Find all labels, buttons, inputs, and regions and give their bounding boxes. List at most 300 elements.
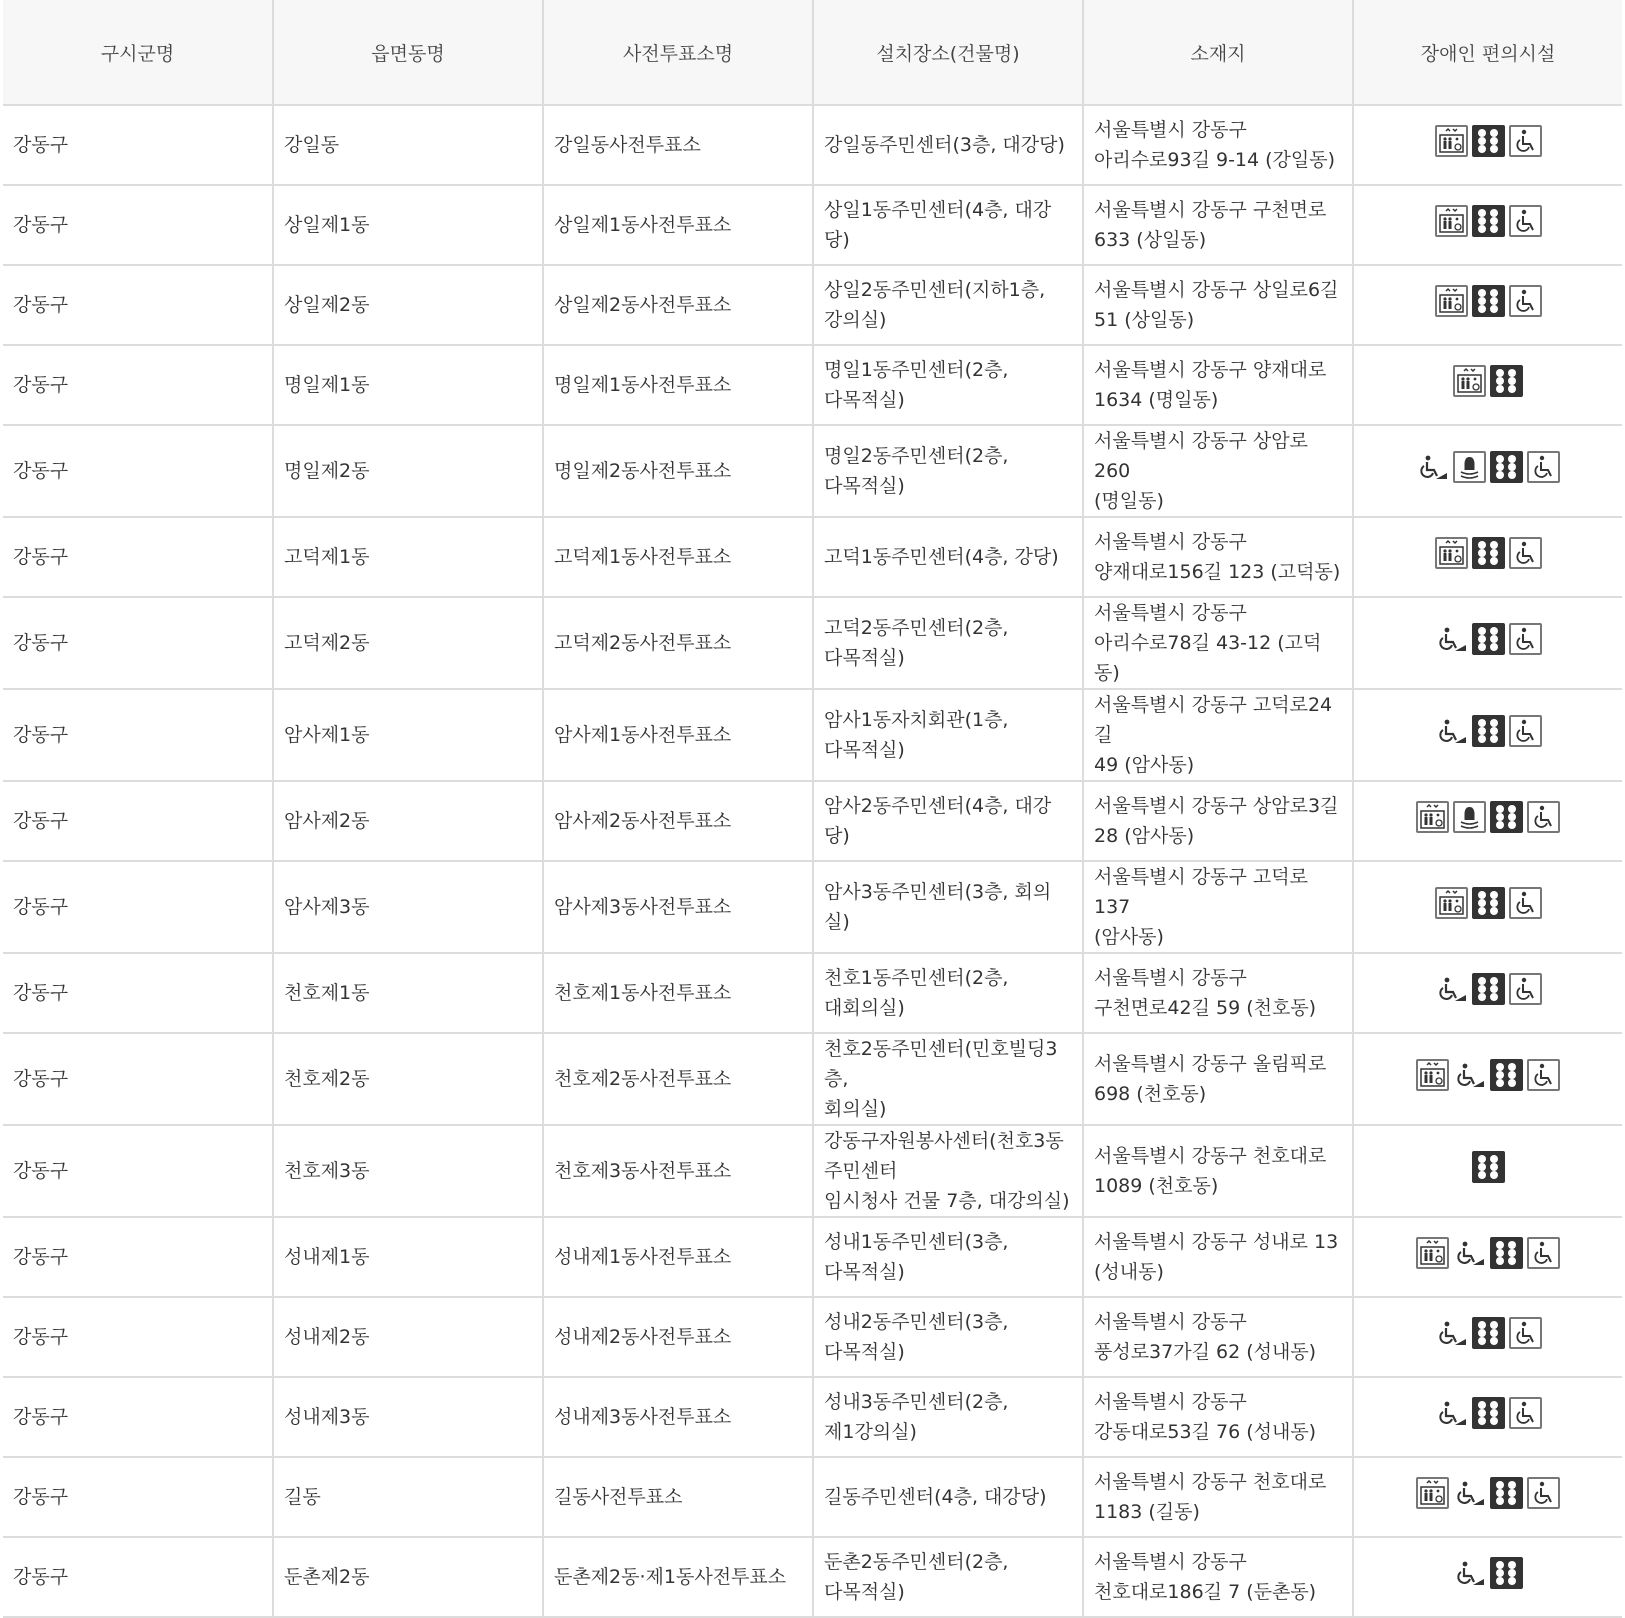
place-line-2: 다목적실): [824, 475, 905, 497]
header-dong: 읍면동명: [273, 0, 543, 105]
place-line-1: 고덕2동주민센터(2층,: [824, 617, 1009, 639]
address-line-2: (성내동): [1094, 1261, 1164, 1283]
address-line-2: 49 (암사동): [1094, 754, 1195, 776]
ramp-icon: [1453, 1059, 1486, 1091]
cell-station: [543, 1537, 813, 1617]
ramp-icon: [1453, 1237, 1486, 1269]
cell-station: [543, 1217, 813, 1297]
braille-icon: [1472, 715, 1505, 747]
address-line-2: 풍성로37가길 62 (성내동): [1094, 1341, 1317, 1363]
station-text: 강일동사전투표소: [554, 134, 701, 156]
elevator-icon: [1435, 887, 1468, 919]
station-text: 명일제1동사전투표소: [554, 374, 732, 396]
cell-facilities: [1353, 185, 1622, 265]
dong-text: 고덕제2동: [284, 632, 370, 654]
place-line-1: 둔촌2동주민센터(2층,: [824, 1551, 1009, 1573]
table-row: [3, 781, 1622, 861]
table-row: [3, 1377, 1622, 1457]
station-text: 천호제3동사전투표소: [554, 1160, 732, 1182]
cell-district: [3, 861, 273, 953]
address-line-1: 서울특별시 강동구 구천면로: [1094, 199, 1327, 221]
dong-text: 상일제1동: [284, 214, 370, 236]
address-line-1: 서울특별시 강동구: [1094, 1391, 1247, 1413]
table-body: [3, 105, 1622, 1617]
place-line-2: 회의실): [824, 1098, 887, 1120]
table-row: [3, 517, 1622, 597]
cell-station: [543, 105, 813, 185]
cell-dong: [273, 597, 543, 689]
cell-station: [543, 265, 813, 345]
district-text: 강동구: [13, 1326, 69, 1348]
table-row: [3, 185, 1622, 265]
braille-icon: [1472, 205, 1505, 237]
station-text: 상일제2동사전투표소: [554, 294, 732, 316]
cell-dong: [273, 781, 543, 861]
cell-dong: [273, 1125, 543, 1217]
cell-place: [813, 185, 1083, 265]
place-line-1: 암사2동주민센터(4층, 대강당): [824, 795, 1052, 847]
wheelchair-icon: [1509, 623, 1542, 655]
cell-address: [1083, 1537, 1353, 1617]
table-row: [3, 425, 1622, 517]
facility-icons: [1435, 887, 1542, 919]
header-district: 구시군명: [3, 0, 273, 105]
address-line-1: 서울특별시 강동구 고덕로 137: [1094, 866, 1308, 918]
table-row: [3, 265, 1622, 345]
cell-address: [1083, 597, 1353, 689]
header-station: 사전투표소명: [543, 0, 813, 105]
facility-icons: [1453, 365, 1523, 397]
district-text: 강동구: [13, 896, 69, 918]
wheelchair-icon: [1527, 801, 1560, 833]
table-row: [3, 1033, 1622, 1125]
cell-place: [813, 1217, 1083, 1297]
cell-dong: [273, 953, 543, 1033]
dong-text: 길동: [284, 1486, 321, 1508]
facility-icons: [1472, 1151, 1505, 1183]
cell-place: [813, 781, 1083, 861]
ramp-icon: [1453, 1557, 1486, 1589]
cell-facilities: [1353, 1377, 1622, 1457]
elevator-icon: [1435, 537, 1468, 569]
place-line-2: 다목적실): [824, 739, 905, 761]
wheelchair-icon: [1527, 451, 1560, 483]
district-text: 강동구: [13, 982, 69, 1004]
district-text: 강동구: [13, 1406, 69, 1428]
braille-icon: [1490, 1557, 1523, 1589]
elevator-icon: [1435, 285, 1468, 317]
braille-icon: [1472, 623, 1505, 655]
cell-place: [813, 1537, 1083, 1617]
facility-icons: [1435, 285, 1542, 317]
address-line-1: 서울특별시 강동구 상일로6길: [1094, 279, 1339, 301]
cell-dong: [273, 1537, 543, 1617]
place-line-2: 대회의실): [824, 997, 905, 1019]
cell-district: [3, 1457, 273, 1537]
place-line-1: 천호1동주민센터(2층,: [824, 967, 1009, 989]
cell-address: [1083, 425, 1353, 517]
address-line-1: 서울특별시 강동구 천호대로: [1094, 1145, 1327, 1167]
cell-station: [543, 345, 813, 425]
cell-station: [543, 861, 813, 953]
station-text: 천호제2동사전투표소: [554, 1068, 732, 1090]
place-line-1: 상일1동주민센터(4층, 대강당): [824, 199, 1052, 251]
station-text: 성내제1동사전투표소: [554, 1246, 732, 1268]
wheelchair-icon: [1527, 1477, 1560, 1509]
station-text: 성내제2동사전투표소: [554, 1326, 732, 1348]
place-line-2: 다목적실): [824, 1261, 905, 1283]
district-text: 강동구: [13, 1486, 69, 1508]
address-line-2: 1634 (명일동): [1094, 389, 1219, 411]
place-line-1: 길동주민센터(4층, 대강당): [824, 1486, 1047, 1508]
dong-text: 성내제3동: [284, 1406, 370, 1428]
cell-facilities: [1353, 517, 1622, 597]
elevator-icon: [1416, 1059, 1449, 1091]
cell-station: [543, 425, 813, 517]
braille-icon: [1490, 365, 1523, 397]
cell-station: [543, 1297, 813, 1377]
table-row: [3, 1537, 1622, 1617]
cell-place: [813, 105, 1083, 185]
cell-dong: [273, 1217, 543, 1297]
ramp-icon: [1435, 623, 1468, 655]
bell-icon: [1453, 451, 1486, 483]
dong-text: 암사제2동: [284, 810, 370, 832]
cell-district: [3, 105, 273, 185]
wheelchair-icon: [1509, 125, 1542, 157]
facility-icons: [1435, 537, 1542, 569]
cell-district: [3, 1125, 273, 1217]
district-text: 강동구: [13, 374, 69, 396]
place-line-2: 다목적실): [824, 389, 905, 411]
cell-address: [1083, 689, 1353, 781]
cell-facilities: [1353, 265, 1622, 345]
table-row: [3, 689, 1622, 781]
facility-icons: [1435, 623, 1542, 655]
address-line-1: 서울특별시 강동구 상암로3길: [1094, 795, 1339, 817]
wheelchair-icon: [1509, 973, 1542, 1005]
table-row: [3, 597, 1622, 689]
station-text: 암사제2동사전투표소: [554, 810, 732, 832]
district-text: 강동구: [13, 214, 69, 236]
dong-text: 상일제2동: [284, 294, 370, 316]
cell-facilities: [1353, 689, 1622, 781]
table-row: [3, 861, 1622, 953]
wheelchair-icon: [1509, 887, 1542, 919]
cell-facilities: [1353, 953, 1622, 1033]
cell-address: [1083, 265, 1353, 345]
address-line-1: 서울특별시 강동구: [1094, 1311, 1247, 1333]
braille-icon: [1472, 1317, 1505, 1349]
header-address: 소재지: [1083, 0, 1353, 105]
dong-text: 둔촌제2동: [284, 1566, 370, 1588]
cell-facilities: [1353, 105, 1622, 185]
cell-address: [1083, 105, 1353, 185]
cell-district: [3, 265, 273, 345]
wheelchair-icon: [1509, 537, 1542, 569]
elevator-icon: [1416, 1237, 1449, 1269]
address-line-1: 서울특별시 강동구 양재대로: [1094, 359, 1327, 381]
address-line-1: 서울특별시 강동구: [1094, 602, 1247, 624]
table-row: [3, 1217, 1622, 1297]
cell-district: [3, 425, 273, 517]
ramp-icon: [1435, 715, 1468, 747]
cell-place: [813, 1377, 1083, 1457]
address-line-1: 서울특별시 강동구 올림픽로: [1094, 1053, 1327, 1075]
address-line-1: 서울특별시 강동구 성내로 13: [1094, 1231, 1339, 1253]
address-line-2: (명일동): [1094, 490, 1164, 512]
table-row: [3, 1457, 1622, 1537]
place-line-1: 암사3동주민센터(3층, 회의실): [824, 881, 1052, 933]
facility-icons: [1435, 1317, 1542, 1349]
cell-district: [3, 781, 273, 861]
district-text: 강동구: [13, 632, 69, 654]
cell-facilities: [1353, 597, 1622, 689]
district-text: 강동구: [13, 1246, 69, 1268]
address-line-2: 1183 (길동): [1094, 1501, 1200, 1523]
cell-address: [1083, 185, 1353, 265]
cell-place: [813, 1125, 1083, 1217]
address-line-2: 천호대로186길 7 (둔촌동): [1094, 1581, 1317, 1603]
table-header-row: [3, 0, 1622, 105]
district-text: 강동구: [13, 810, 69, 832]
braille-icon: [1472, 285, 1505, 317]
braille-icon: [1490, 451, 1523, 483]
cell-address: [1083, 1377, 1353, 1457]
braille-icon: [1472, 125, 1505, 157]
dong-text: 천호제3동: [284, 1160, 370, 1182]
cell-district: [3, 1217, 273, 1297]
cell-dong: [273, 517, 543, 597]
district-text: 강동구: [13, 460, 69, 482]
cell-station: [543, 781, 813, 861]
facility-icons: [1435, 715, 1542, 747]
ramp-icon: [1435, 1317, 1468, 1349]
address-line-2: (암사동): [1094, 926, 1164, 948]
table-row: [3, 1297, 1622, 1377]
station-text: 암사제1동사전투표소: [554, 724, 732, 746]
place-line-1: 성내2동주민센터(3층,: [824, 1311, 1009, 1333]
address-line-1: 서울특별시 강동구 상암로 260: [1094, 430, 1308, 482]
dong-text: 명일제2동: [284, 460, 370, 482]
cell-place: [813, 1033, 1083, 1125]
place-line-1: 강동구자원봉사센터(천호3동주민센터: [824, 1130, 1064, 1182]
place-line-1: 암사1동자치회관(1층,: [824, 709, 1009, 731]
braille-icon: [1472, 1151, 1505, 1183]
dong-text: 성내제2동: [284, 1326, 370, 1348]
cell-station: [543, 185, 813, 265]
cell-address: [1083, 1457, 1353, 1537]
dong-text: 명일제1동: [284, 374, 370, 396]
facility-icons: [1435, 973, 1542, 1005]
header-place: 설치장소(건물명): [813, 0, 1083, 105]
cell-facilities: [1353, 1457, 1622, 1537]
cell-place: [813, 265, 1083, 345]
facility-icons: [1453, 1557, 1523, 1589]
cell-dong: [273, 1033, 543, 1125]
address-line-2: 양재대로156길 123 (고덕동): [1094, 561, 1341, 583]
wheelchair-icon: [1509, 1397, 1542, 1429]
table-row: [3, 105, 1622, 185]
cell-place: [813, 689, 1083, 781]
cell-facilities: [1353, 1537, 1622, 1617]
address-line-1: 서울특별시 강동구 천호대로: [1094, 1471, 1327, 1493]
cell-dong: [273, 425, 543, 517]
cell-district: [3, 517, 273, 597]
facility-icons: [1435, 125, 1542, 157]
facility-icons: [1416, 1059, 1560, 1091]
cell-district: [3, 345, 273, 425]
ramp-icon: [1453, 1477, 1486, 1509]
facility-icons: [1416, 1477, 1560, 1509]
station-text: 고덕제2동사전투표소: [554, 632, 732, 654]
cell-address: [1083, 1033, 1353, 1125]
station-text: 천호제1동사전투표소: [554, 982, 732, 1004]
cell-address: [1083, 1217, 1353, 1297]
wheelchair-icon: [1527, 1237, 1560, 1269]
cell-facilities: [1353, 1125, 1622, 1217]
cell-dong: [273, 689, 543, 781]
place-line-1: 고덕1동주민센터(4층, 강당): [824, 546, 1059, 568]
braille-icon: [1490, 1237, 1523, 1269]
district-text: 강동구: [13, 546, 69, 568]
cell-station: [543, 1377, 813, 1457]
place-line-1: 성내3동주민센터(2층,: [824, 1391, 1009, 1413]
dong-text: 천호제1동: [284, 982, 370, 1004]
address-line-2: 아리수로93길 9-14 (강일동): [1094, 149, 1336, 171]
place-line-1: 상일2동주민센터(지하1층,: [824, 279, 1046, 301]
cell-place: [813, 517, 1083, 597]
cell-station: [543, 689, 813, 781]
cell-facilities: [1353, 861, 1622, 953]
braille-icon: [1472, 1397, 1505, 1429]
wheelchair-icon: [1509, 285, 1542, 317]
station-text: 암사제3동사전투표소: [554, 896, 732, 918]
ramp-icon: [1435, 973, 1468, 1005]
place-line-1: 강일동주민센터(3층, 대강당): [824, 134, 1065, 156]
place-line-2: 제1강의실): [824, 1421, 917, 1443]
ramp-icon: [1435, 1397, 1468, 1429]
cell-place: [813, 345, 1083, 425]
cell-dong: [273, 345, 543, 425]
station-text: 명일제2동사전투표소: [554, 460, 732, 482]
cell-address: [1083, 953, 1353, 1033]
cell-dong: [273, 861, 543, 953]
cell-station: [543, 597, 813, 689]
cell-district: [3, 1377, 273, 1457]
cell-dong: [273, 105, 543, 185]
address-line-1: 서울특별시 강동구 고덕로24길: [1094, 694, 1333, 746]
cell-address: [1083, 345, 1353, 425]
district-text: 강동구: [13, 1566, 69, 1588]
cell-facilities: [1353, 1297, 1622, 1377]
braille-icon: [1472, 537, 1505, 569]
facility-icons: [1416, 1237, 1560, 1269]
braille-icon: [1490, 801, 1523, 833]
cell-place: [813, 425, 1083, 517]
station-text: 상일제1동사전투표소: [554, 214, 732, 236]
cell-facilities: [1353, 425, 1622, 517]
cell-district: [3, 597, 273, 689]
wheelchair-icon: [1509, 205, 1542, 237]
wheelchair-icon: [1527, 1059, 1560, 1091]
cell-address: [1083, 861, 1353, 953]
cell-station: [543, 1457, 813, 1537]
place-line-1: 성내1동주민센터(3층,: [824, 1231, 1009, 1253]
address-line-2: 1089 (천호동): [1094, 1175, 1219, 1197]
station-text: 성내제3동사전투표소: [554, 1406, 732, 1428]
cell-station: [543, 953, 813, 1033]
braille-icon: [1472, 973, 1505, 1005]
facility-icons: [1416, 801, 1560, 833]
address-line-1: 서울특별시 강동구: [1094, 967, 1247, 989]
cell-place: [813, 953, 1083, 1033]
cell-dong: [273, 1297, 543, 1377]
table-row: [3, 345, 1622, 425]
braille-icon: [1472, 887, 1505, 919]
cell-district: [3, 1033, 273, 1125]
cell-place: [813, 597, 1083, 689]
cell-address: [1083, 1297, 1353, 1377]
cell-address: [1083, 517, 1353, 597]
station-text: 둔촌제2동·제1동사전투표소: [554, 1566, 787, 1588]
braille-icon: [1490, 1059, 1523, 1091]
wheelchair-icon: [1509, 715, 1542, 747]
cell-station: [543, 1033, 813, 1125]
place-line-1: 명일2동주민센터(2층,: [824, 445, 1009, 467]
place-line-1: 명일1동주민센터(2층,: [824, 359, 1009, 381]
cell-dong: [273, 1457, 543, 1537]
place-line-2: 다목적실): [824, 647, 905, 669]
facility-icons: [1435, 1397, 1542, 1429]
place-line-2: 강의실): [824, 309, 887, 331]
facility-icons: [1416, 451, 1560, 483]
district-text: 강동구: [13, 1068, 69, 1090]
cell-address: [1083, 1125, 1353, 1217]
cell-district: [3, 689, 273, 781]
address-line-2: 구천면로42길 59 (천호동): [1094, 997, 1317, 1019]
elevator-icon: [1435, 125, 1468, 157]
station-text: 길동사전투표소: [554, 1486, 683, 1508]
dong-text: 천호제2동: [284, 1068, 370, 1090]
address-line-2: 633 (상일동): [1094, 229, 1207, 251]
polling-station-table: [3, 0, 1622, 1618]
dong-text: 성내제1동: [284, 1246, 370, 1268]
district-text: 강동구: [13, 724, 69, 746]
elevator-icon: [1416, 1477, 1449, 1509]
cell-facilities: [1353, 781, 1622, 861]
ramp-icon: [1416, 451, 1449, 483]
cell-place: [813, 1457, 1083, 1537]
address-line-2: 698 (천호동): [1094, 1083, 1207, 1105]
elevator-icon: [1435, 205, 1468, 237]
cell-facilities: [1353, 345, 1622, 425]
district-text: 강동구: [13, 1160, 69, 1182]
address-line-2: 51 (상일동): [1094, 309, 1195, 331]
braille-icon: [1490, 1477, 1523, 1509]
dong-text: 암사제1동: [284, 724, 370, 746]
elevator-icon: [1453, 365, 1486, 397]
cell-dong: [273, 265, 543, 345]
district-text: 강동구: [13, 134, 69, 156]
station-text: 고덕제1동사전투표소: [554, 546, 732, 568]
cell-facilities: [1353, 1033, 1622, 1125]
table-row: [3, 1125, 1622, 1217]
elevator-icon: [1416, 801, 1449, 833]
cell-station: [543, 517, 813, 597]
dong-text: 암사제3동: [284, 896, 370, 918]
header-facilities: 장애인 편의시설: [1353, 0, 1622, 105]
